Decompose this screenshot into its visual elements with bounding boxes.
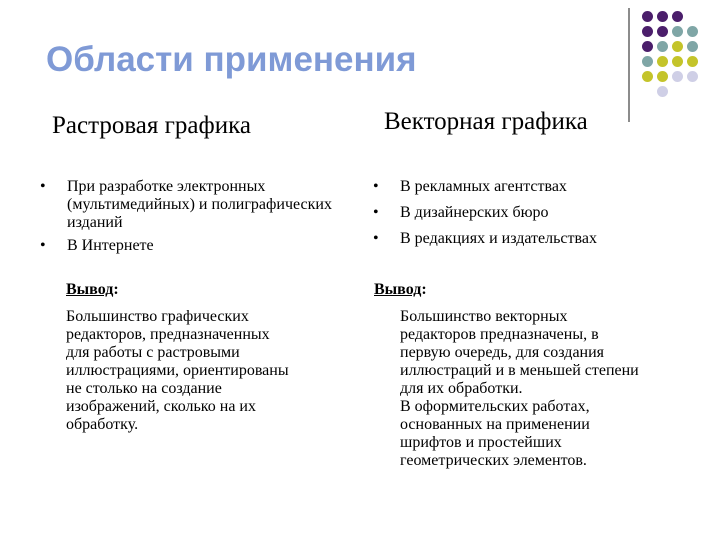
decorative-dot (657, 26, 668, 37)
decorative-dot (657, 11, 668, 22)
decorative-dot (672, 71, 683, 82)
list-item-text: При разработке электронных (мультимедийных) и полиграфических изданий (67, 178, 332, 231)
conclusion-colon: : (113, 281, 119, 298)
list-item (40, 178, 345, 232)
decorative-dot (642, 11, 653, 22)
list-item (40, 237, 345, 255)
bullet-icon: • (373, 230, 379, 247)
conclusion-label-text: Вывод (374, 281, 422, 298)
right-conclusion-text: Большинство векторных редакторов предназначены, в первую очередь, для создания иллюстраций и в меньшей степени для их обработки. В оформительских работах, основанных на применении шрифтов и простейших геометрических элементов. (400, 308, 639, 469)
decorative-dot (687, 41, 698, 52)
decorative-dot (687, 71, 698, 82)
list-item-text: В дизайнерских бюро (400, 204, 549, 221)
decorative-dot (672, 41, 683, 52)
conclusion-colon: : (421, 281, 427, 298)
list-item (373, 204, 693, 222)
list-item (373, 230, 693, 248)
decorative-dot (657, 41, 668, 52)
left-conclusion-label (66, 281, 119, 299)
bullet-icon: • (373, 178, 379, 195)
decorative-dot (687, 56, 698, 67)
left-column-heading: Растровая графика (52, 112, 251, 139)
decorative-dot (657, 56, 668, 67)
bullet-icon: • (40, 178, 46, 195)
list-item-text: В рекламных агентствах (400, 178, 567, 195)
list-item-text: В Интернете (67, 237, 154, 254)
conclusion-label-text: Вывод (66, 281, 114, 298)
decorative-dot (672, 56, 683, 67)
right-column-heading: Векторная графика (384, 108, 588, 135)
decorative-dot (687, 26, 698, 37)
slide-title: Области применения (46, 40, 417, 79)
left-conclusion-text: Большинство графических редакторов, предназначенных для работы с растровыми иллюстрациями, ориентированы не столько на создание изображений, сколько на их обработку. (66, 308, 289, 433)
decorative-dot (642, 26, 653, 37)
right-conclusion-label (374, 281, 427, 299)
decorative-dot (657, 86, 668, 97)
decorative-dot (642, 41, 653, 52)
bullet-icon: • (373, 204, 379, 221)
left-bullet-list (40, 178, 345, 260)
decorative-dot (642, 56, 653, 67)
decorative-dot (657, 71, 668, 82)
decorative-vertical-line (628, 8, 630, 122)
bullet-icon: • (40, 237, 46, 254)
decorative-dot (642, 71, 653, 82)
list-item-text: В редакциях и издательствах (400, 230, 597, 247)
decorative-dot (672, 26, 683, 37)
list-item (373, 178, 693, 196)
right-bullet-list (373, 178, 693, 256)
decorative-dot (672, 11, 683, 22)
